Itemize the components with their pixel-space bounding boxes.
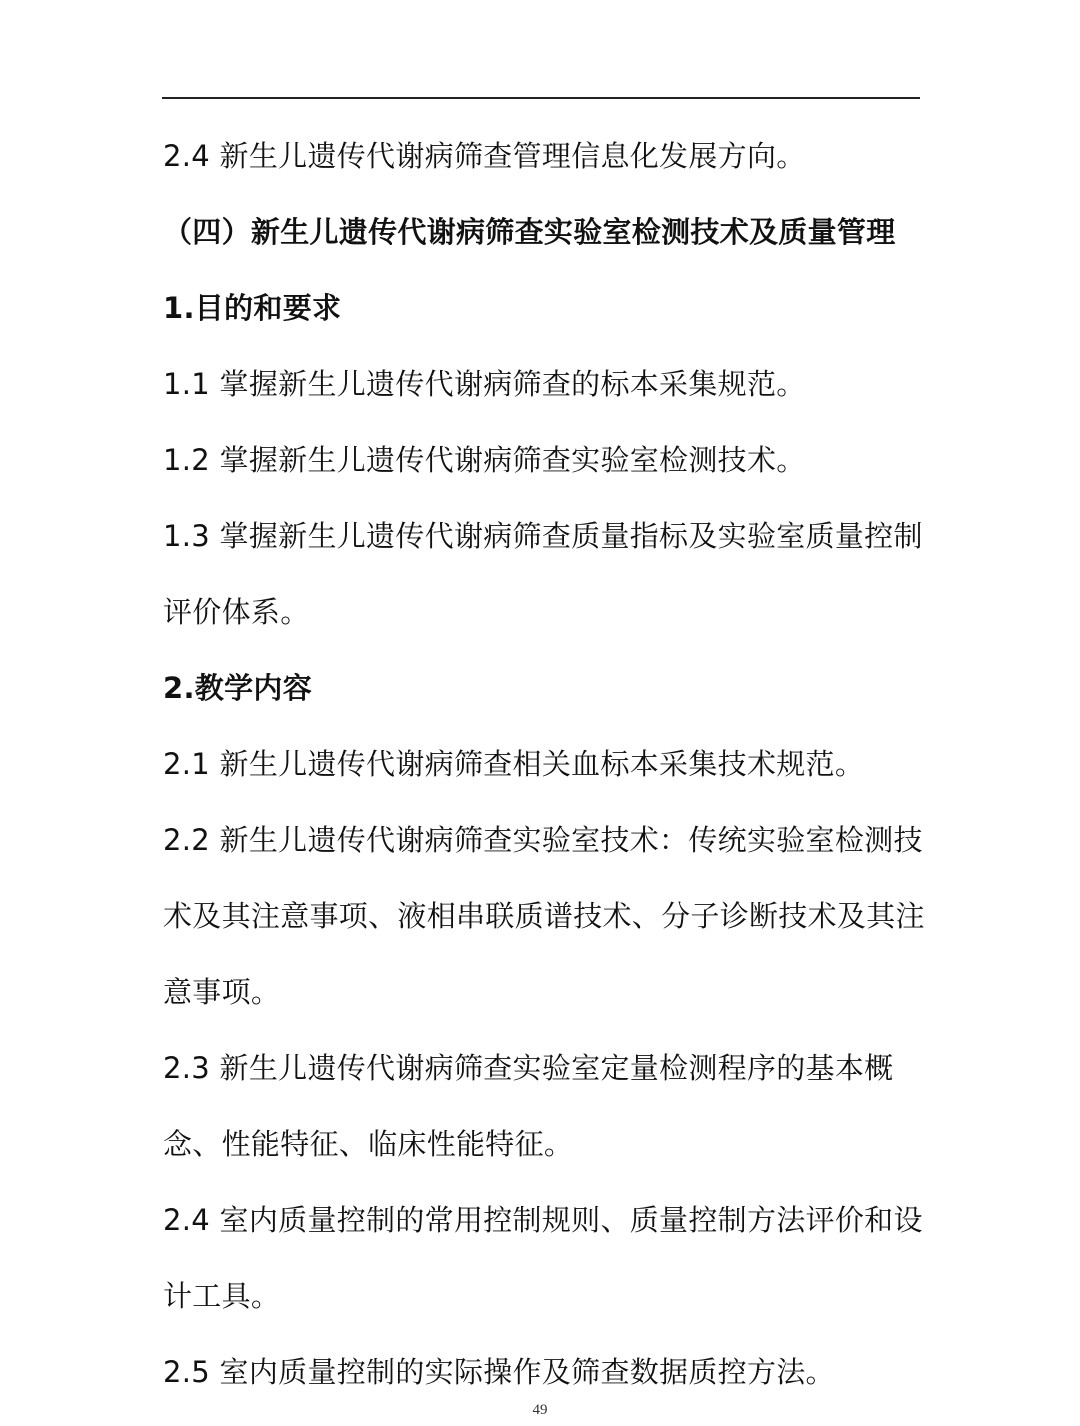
text-line-1-3-cont: 评价体系。 xyxy=(163,595,310,629)
header-rule xyxy=(162,97,920,99)
text-line-1-3: 1.3 掌握新生儿遗传代谢病筛查质量指标及实验室质量控制 xyxy=(163,519,923,553)
text-line-2-2-cont-2: 意事项。 xyxy=(163,975,281,1009)
heading-objectives: 1.目的和要求 xyxy=(163,291,342,325)
text-line-2-2: 2.2 新生儿遗传代谢病筛查实验室技术：传统实验室检测技 xyxy=(163,823,923,857)
text-line-2-4-info: 2.4 新生儿遗传代谢病筛查管理信息化发展方向。 xyxy=(163,139,806,173)
section-heading-4: （四）新生儿遗传代谢病筛查实验室检测技术及质量管理 xyxy=(163,215,896,249)
text-line-1-1: 1.1 掌握新生儿遗传代谢病筛查的标本采集规范。 xyxy=(163,367,806,401)
text-line-2-5: 2.5 室内质量控制的实际操作及筛查数据质控方法。 xyxy=(163,1355,835,1389)
heading-content: 2.教学内容 xyxy=(163,671,312,705)
text-line-2-4-qc: 2.4 室内质量控制的常用控制规则、质量控制方法评价和设 xyxy=(163,1203,923,1237)
text-line-2-3-cont: 念、性能特征、临床性能特征。 xyxy=(163,1127,574,1161)
text-line-1-2: 1.2 掌握新生儿遗传代谢病筛查实验室检测技术。 xyxy=(163,443,806,477)
text-line-2-1: 2.1 新生儿遗传代谢病筛查相关血标本采集技术规范。 xyxy=(163,747,865,781)
text-line-2-4-qc-cont: 计工具。 xyxy=(163,1279,281,1313)
text-line-2-3: 2.3 新生儿遗传代谢病筛查实验室定量检测程序的基本概 xyxy=(163,1051,894,1085)
text-line-2-2-cont: 术及其注意事项、液相串联质谱技术、分子诊断技术及其注 xyxy=(163,899,925,933)
page-number: 49 xyxy=(532,1402,548,1418)
